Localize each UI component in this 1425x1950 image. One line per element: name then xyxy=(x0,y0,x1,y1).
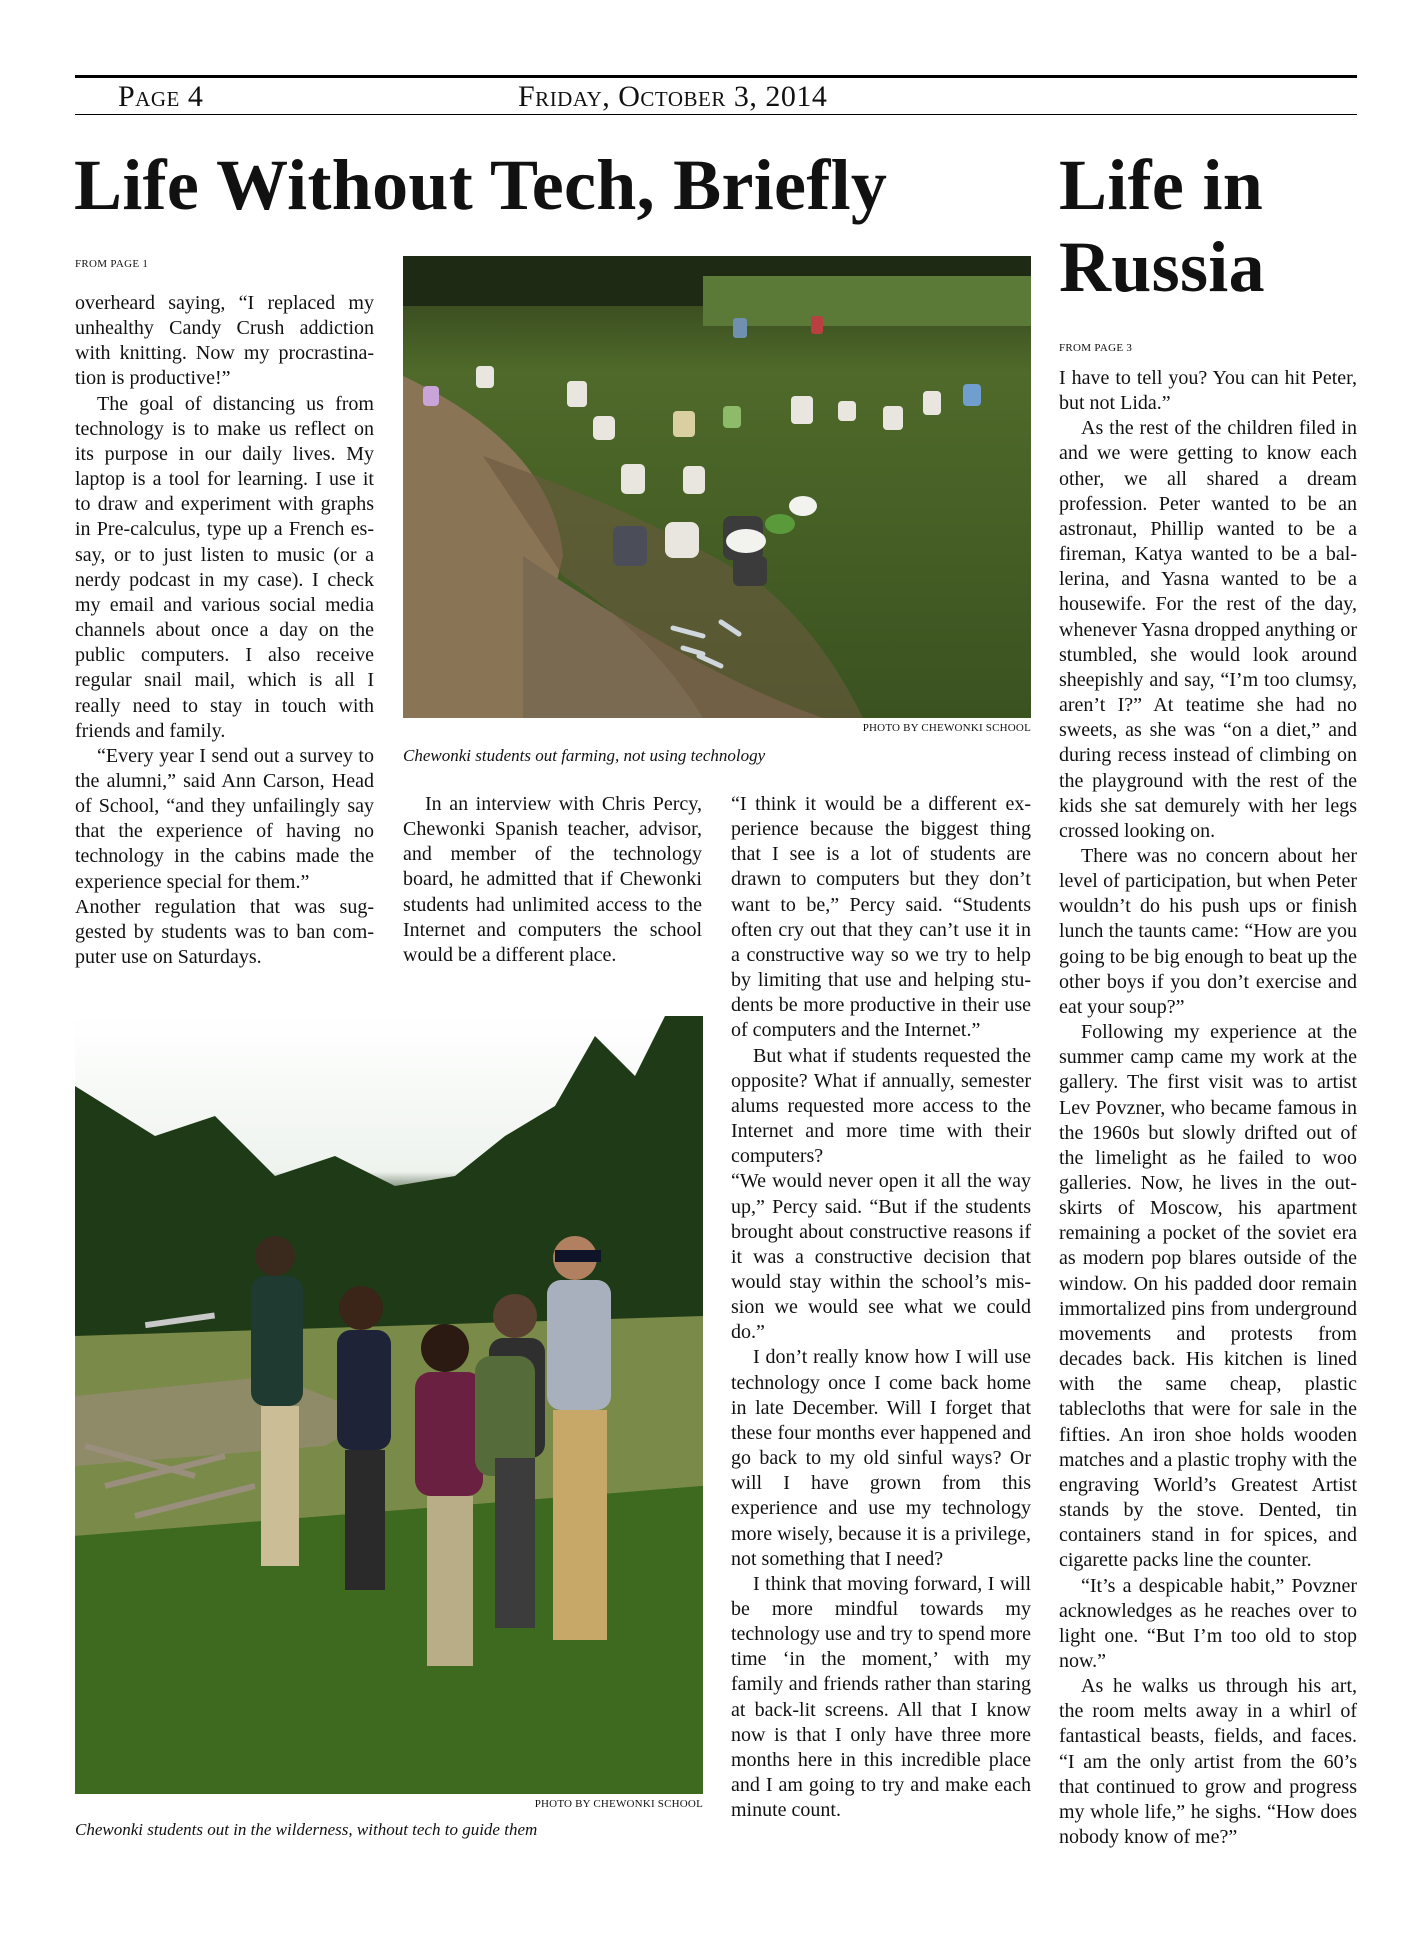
wilderness-photo xyxy=(75,1016,703,1794)
story2-headline-line-2: Russia xyxy=(1059,227,1265,307)
story1-headline: Life Without Tech, Briefly xyxy=(74,145,888,225)
story1-column-3 xyxy=(731,792,1031,1823)
farming-photo-credit: PHOTO BY CHEWONKI SCHOOL xyxy=(862,722,1031,734)
paragraph: overheard saying, “I replaced my unhealthy Candy Crush addiction with knitting. Now my procrastination is productive!” xyxy=(75,292,374,390)
farming-photo-caption: Chewonki students out farming, not using technology xyxy=(403,746,766,765)
paragraph: I think that moving forward, I will be more mindful towards my technology use and try to spend more time ‘in the moment,’ with my family and friends rather than staring at back-lit screens. All that I know now is that I only have three more months here in this incredible place and I am going to try and make each minute count. xyxy=(731,1572,1031,1822)
issue-date: Friday, October 3, 2014 xyxy=(518,80,828,113)
paragraph: “It’s a despicable habit,” Povzner acknowledges as he reaches over to light one. “But I’m too old to stop now.” xyxy=(1059,1574,1357,1672)
paragraph: I don’t really know how I will use technology once I come back home in late December. Will I forget that these four months ever happened and go back to my old sinful ways? Or will I have grown from this experience and use my technology more wisely, because it is a privilege, not something that I need? xyxy=(731,1346,1031,1570)
wilderness-photo-credit: PHOTO BY CHEWONKI SCHOOL xyxy=(534,1798,703,1810)
story1-column-1 xyxy=(75,291,374,970)
story1-column-2 xyxy=(403,792,702,968)
paragraph: Following my experience at the summer camp came my work at the gallery. The first visit was to artist Lev Povzner, who became famous in the 1960s but slowly drifted out of the limelight as he failed to woo galleries. Now, he lives in the outskirts of Moscow, his apartment remaining a pocket of the soviet era as modern pop blares outside of the window. On his padded door remain immortalized pins from underground movements and protests from decades back. His kitchen is lined with the same cheap, plastic tablecloths that were for sale in the fifties. An iron shoe holds wooden matches and a plastic trophy with the engraving World’s Greatest Artist stands by the stove. Dented, tin containers stand in for spices, and cigarette packs line the counter. xyxy=(1059,1021,1357,1572)
farming-photo xyxy=(403,256,1031,718)
story2-column xyxy=(1059,366,1357,1850)
masthead-top-rule xyxy=(75,75,1357,78)
paragraph: There was no concern about her level of participation, but when Peter wouldn’t do his push ups or finish lunch the taunts came: “How are you going to be big enough to beat up the other boys if you don’t exercise and eat your soup?” xyxy=(1059,844,1357,1018)
paragraph: I have to tell you? You can hit Peter, but not Lida.” xyxy=(1059,367,1357,415)
paragraph: “We would never open it all the way up,” Percy said. “But if the students brought about constructive reasons if it was a constructive decision that would stay within the school’s mission we would see what we could do.” xyxy=(731,1170,1031,1344)
paragraph: “Every year I send out a survey to the alumni,” said Ann Carson, Head of School, “and they unfailingly say that the experience of having no technology in the cabins made the experience special for them.” xyxy=(75,744,374,893)
story1-jump-label: FROM PAGE 1 xyxy=(75,258,149,270)
paragraph: “I think it would be a different experience because the biggest thing that I see is a lot of students are drawn to computers but they don’t want to be,” Percy said. “Students often cry out that they can’t use it in a constructive way so we try to help by limiting that use and helping students be more productive in their use of computers and the Internet.” xyxy=(731,793,1031,1042)
wilderness-photo-caption: Chewonki students out in the wilderness, without tech to guide them xyxy=(75,1820,538,1839)
paragraph: As he walks us through his art, the room melts away in a whirl of fantastical beasts, fields, and faces. “I am the only artist from the 60’s that continued to grow and progress my whole life,” he sighs. “How does nobody know of me?” xyxy=(1059,1675,1357,1849)
masthead-bottom-rule xyxy=(75,114,1357,115)
paragraph: In an interview with Chris Percy, Chewonki Spanish teacher, advisor, and member of the technology board, he admitted that if Chewonki students had unlimited access to the Internet and computers the school would be a different place. xyxy=(403,793,702,966)
paragraph: But what if students requested the opposite? What if annually, semester alums requested more access to the Internet and more time with their computers? xyxy=(731,1044,1031,1168)
paragraph: As the rest of the children filed in and we were getting to know each other, we all shared a dream profession. Peter wanted to be an astronaut, Phillip wanted to be a fireman, Katya wanted to be a ballerina, and Yasna wanted to be a housewife. For the rest of the day, whenever Yasna dropped anything or stumbled, she would look around sheepishly and say, “I’m too clumsy, aren’t I?” At teatime she had no sweets, as she was “on a diet,” and during recess instead of climbing on the playground with the rest of the kids she sat demurely with her legs crossed looking on. xyxy=(1059,417,1357,842)
paragraph: Another regulation that was suggested by students was to ban computer use on Saturdays. xyxy=(75,895,374,969)
page-number: Page 4 xyxy=(118,80,204,113)
story2-headline xyxy=(1059,144,1359,308)
story2-headline-line-1: Life in xyxy=(1059,145,1264,225)
paragraph: The goal of distancing us from technology is to make us reflect on its purpose in our daily lives. My laptop is a tool for learning. I use it to draw and experiment with graphs in Pre-calculus, type up a French essay, or to just listen to music (or a nerdy podcast in my case). I check my email and various social media channels about once a day on the public computers. I also receive regular snail mail, which is all I really need to stay in touch with friends and family. xyxy=(75,392,374,742)
story2-jump-label: FROM PAGE 3 xyxy=(1059,342,1133,354)
